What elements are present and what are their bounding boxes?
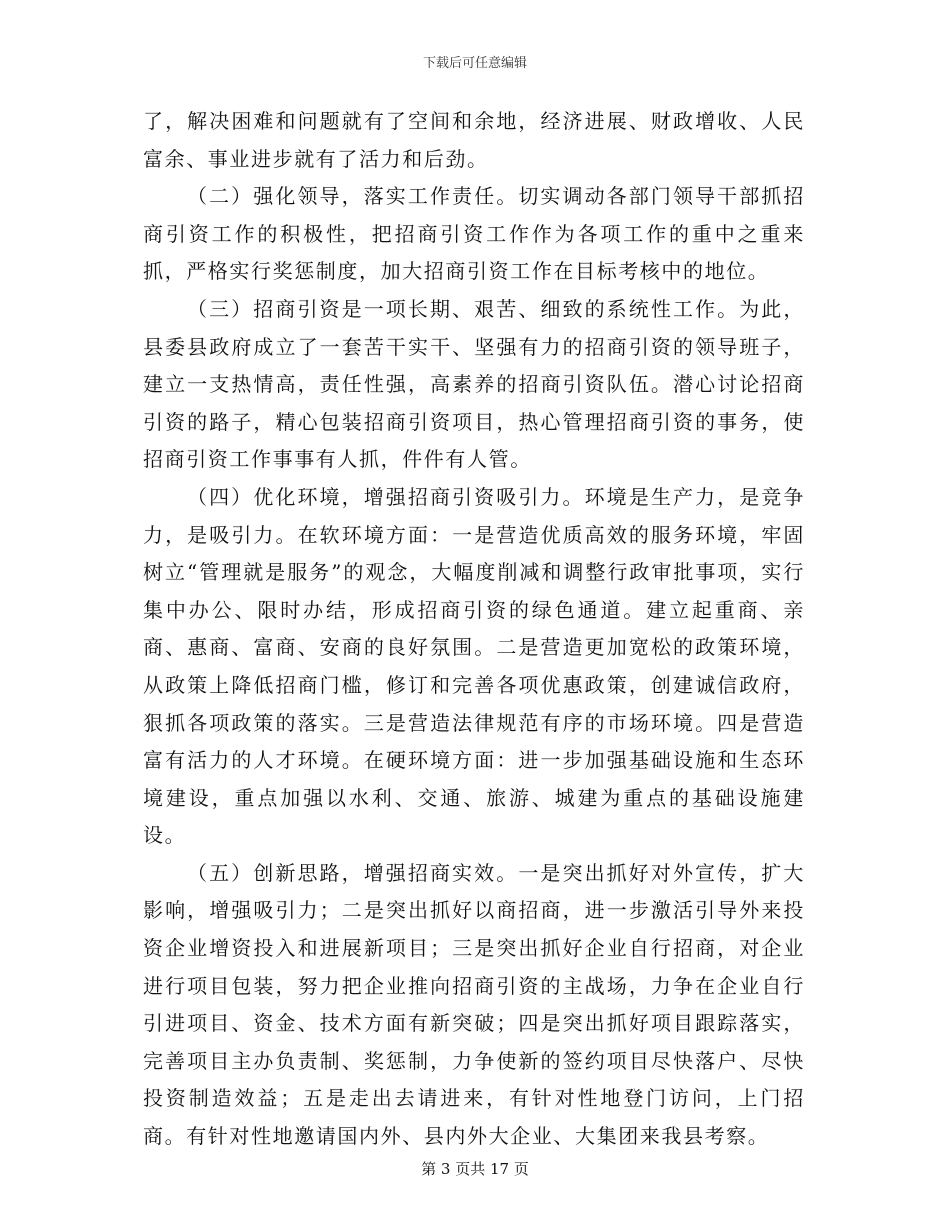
page-number-footer: 第 3 页共 17 页 (421, 1160, 529, 1178)
paragraph-continuation: 了，解决困难和问题就有了空间和余地，经济进展、财政增收、人民富余、事业进步就有了活力和后劲。 (143, 109, 805, 171)
document-body (143, 103, 805, 1156)
page-header: 下载后可任意编辑 (422, 56, 527, 71)
paragraph-section-5: （五）创新思路，增强招商实效。一是突出抓好对外宣传，扩大影响，增强吸引力；二是突出抓好以商招商，进一步激活引导外来投资企业增资投入和进展新项目；三是突出抓好企业自行招商，对企业进行项目包装，努力把企业推向招商引资的主战场，力争在企业自行引进项目、资金、技术方面有新突破；四是突出抓好项目跟踪落实，完善项目主办负责制、奖惩制，力争使新的签约项目尽快落户、尽快投资制造效益；五是走出去请进来，有针对性地登门访问，上门招商。有针对性地邀请国内外、县内外大企业、大集团来我县考察。 (143, 860, 805, 1149)
paragraph-section-2: （二）强化领导，落实工作责任。切实调动各部门领导干部抓招商引资工作的积极性，把招商引资工作作为各项工作的重中之重来抓，严格实行奖惩制度，加大招商引资工作在目标考核中的地位。 (143, 184, 805, 284)
paragraph-section-4: （四）优化环境，增强招商引资吸引力。环境是生产力，是竞争力，是吸引力。在软环境方面：一是营造优质高效的服务环境，牢固树立“管理就是服务”的观念，大幅度削减和调整行政审批事项，实行集中办公、限时办结，形成招商引资的绿色通道。建立起重商、亲商、惠商、富商、安商的良好氛围。二是营造更加宽松的政策环境，从政策上降低招商门槛，修订和完善各项优惠政策，创建诚信政府，狠抓各项政策的落实。三是营造法律规范有序的市场环境。四是营造富有活力的人才环境。在硬环境方面：进一步加强基础设施和生态环境建设，重点加强以水利、交通、旅游、城建为重点的基础设施建设。 (143, 484, 805, 848)
paragraph-section-3: （三）招商引资是一项长期、艰苦、细致的系统性工作。为此，县委县政府成立了一套苦干实干、坚强有力的招商引资的领导班子，建立一支热情高，责任性强，高素养的招商引资队伍。潜心讨论招商引资的路子，精心包装招商引资项目，热心管理招商引资的事务，使招商引资工作事事有人抓，件件有人管。 (143, 296, 805, 472)
